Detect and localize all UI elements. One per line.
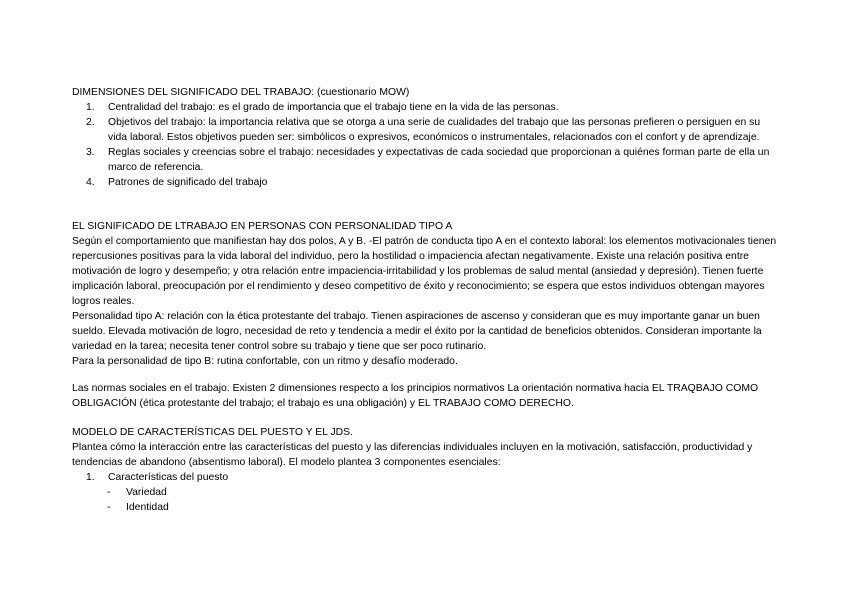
paragraph: Según el comportamiento que manifiestan hay dos polos, A y B. -El patrón de conducta tipo A en el contexto laboral: los elementos motivacionales tienen repercusiones positivas para la vida laboral del individuo, pero la hostilidad o impaciencia afectan negativamente. Existe una relación positiva entre motivación de logro y desempeño; y otra relación entre impaciencia-irritabilidad y los problemas de salud mental (ansiedad y depresión). Tienen fuerte implicación laboral, preocupación por el rendimiento y deseo competitivo de éxito y reconocimiento; se espera que estos individuos obtengan mayores logros reales. <box>72 236 777 307</box>
paragraph: Las normas sociales en el trabajo. Existen 2 dimensiones respecto a los principios normativos La orientación normativa hacia EL TRAQBAJO COMO OBLIGACIÓN (ética protestante del trabajo; el trabajo es una obligación) y EL TRABAJO COMO DERECHO. <box>72 383 759 409</box>
section-modelo <box>72 425 777 515</box>
section-heading: DIMENSIONES DEL SIGNIFICADO DEL TRABAJO: (cuestionario MOW) <box>72 87 410 98</box>
section-dimensiones <box>72 85 777 190</box>
dash-bullet: - <box>107 502 111 513</box>
sub-list-item <box>72 485 777 500</box>
list-item-text: Patrones de significado del trabajo <box>108 177 268 188</box>
list-item <box>72 175 777 190</box>
list-item <box>72 115 777 145</box>
list-item <box>72 100 777 115</box>
sub-list-item-text: Variedad <box>126 487 167 498</box>
list-number: 4. <box>86 177 95 188</box>
list-number: 2. <box>86 117 95 128</box>
components-list <box>72 470 777 485</box>
sub-list <box>72 485 777 515</box>
list-item <box>72 145 777 175</box>
sub-list-item-text: Identidad <box>126 502 169 513</box>
list-number: 3. <box>86 147 95 158</box>
section-normas <box>72 381 777 411</box>
section-tipo-a <box>72 219 777 369</box>
list-number: 1. <box>86 102 95 113</box>
dimensions-list <box>72 100 777 190</box>
dash-bullet: - <box>107 487 111 498</box>
list-item-text: Características del puesto <box>108 472 229 483</box>
list-item-text: Reglas sociales y creencias sobre el trabajo: necesidades y expectativas de cada sociedad que proporcionan a quiénes forman parte de ella un marco de referencia. <box>108 147 770 173</box>
sub-list-item <box>72 500 777 515</box>
list-item-text: Objetivos del trabajo: la importancia relativa que se otorga a una serie de cualidades del trabajo que las personas prefieren o persiguen en su vida laboral. Estos objetivos pueden ser: simbólicos o expresivos, económicos o instrumentales, relacionados con el confort y de aprendizaje. <box>108 117 761 143</box>
section-heading: MODELO DE CARACTERÍSTICAS DEL PUESTO Y EL JDS. <box>72 427 354 438</box>
paragraph: Personalidad tipo A: relación con la ética protestante del trabajo. Tienen aspiraciones de ascenso y consideran que es muy importante ganar un buen sueldo. Elevada motivación de logro, necesidad de reto y tendencia a medir el éxito por la cantidad de beneficios obtenidos. Consideran importante la variedad en la tarea; necesita tener control sobre su trabajo y tiene que ser poco rutinario. <box>72 311 762 352</box>
section-heading: EL SIGNIFICADO DE LTRABAJO EN PERSONAS CON PERSONALIDAD TIPO A <box>72 221 453 232</box>
list-number: 1. <box>86 472 95 483</box>
list-item-text: Centralidad del trabajo: es el grado de importancia que el trabajo tiene en la vida de las personas. <box>108 102 559 113</box>
list-item <box>72 470 777 485</box>
paragraph: Plantea cómo la interacción entre las características del puesto y las diferencias individuales incluyen en la motivación, satisfacción, productividad y tendencias de abandono (absentismo laboral). El modelo plantea 3 componentes esenciales: <box>72 442 753 468</box>
paragraph: Para la personalidad de tipo B: rutina confortable, con un ritmo y desafío moderado. <box>72 356 458 367</box>
